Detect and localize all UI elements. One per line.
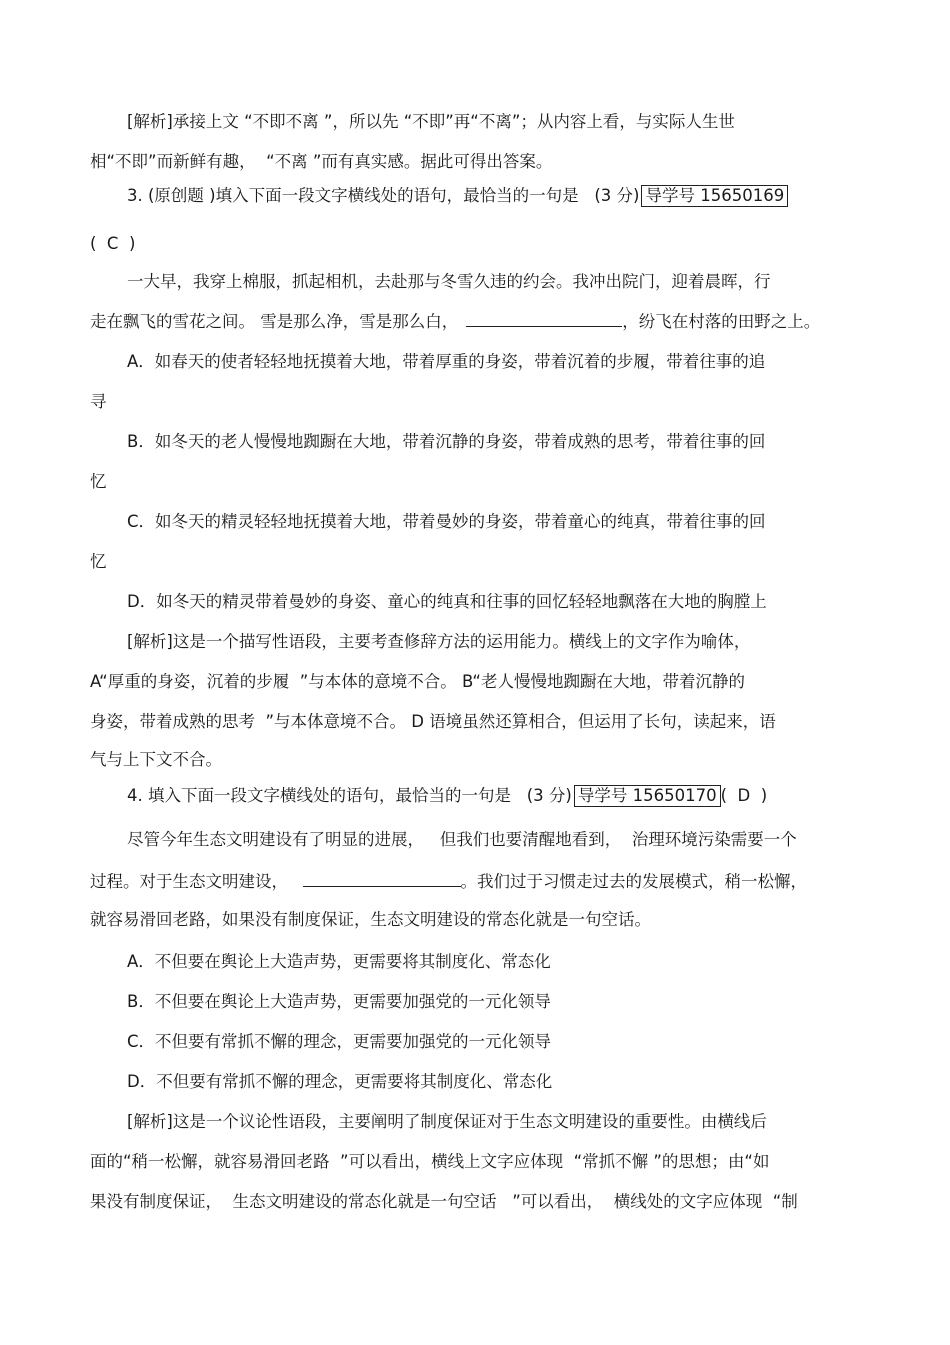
- question-4-guide-number: 导学号 15650170: [574, 785, 721, 807]
- option-3-a: A．如春天的使者轻轻地抚摸着大地，带着厚重的身姿，带着沉着的步履，带着往事的追: [127, 352, 766, 371]
- passage-text-before-blank: 过程。对于生态文明建设，: [90, 872, 299, 891]
- option-4-b: B．不但要在舆论上大造声势，更需要加强党的一元化领导: [127, 992, 551, 1011]
- question-4-passage-1: 尽管今年生态文明建设有了明显的进展， 但我们也要清醒地看到， 治理环境污染需要一个: [127, 830, 797, 849]
- passage-text-before-blank: 走在飘飞的雪花之间。 雪是那么净，雪是那么白，: [90, 312, 459, 331]
- question-3-heading: [127, 185, 788, 207]
- question-3-passage-2: [90, 311, 820, 333]
- option-4-c: C．不但要有常抓不懈的理念，更需要加强党的一元化领导: [127, 1032, 552, 1051]
- analysis-4-line-1: [解析]这是一个议论性语段，主要阐明了制度保证对于生态文明建设的重要性。由横线后: [127, 1112, 767, 1131]
- question-4-heading: [127, 785, 767, 807]
- passage-text-after-blank: ，纷飞在村落的田野之上。: [622, 312, 821, 331]
- analysis-2-line-1: [解析]承接上文 “不即不离 ”，所以先 “不即”再“不离”；从内容上看，与实际人生世: [127, 112, 735, 131]
- question-3-stem: 3. (原创题 )填入下面一段文字横线处的语句，最恰当的一句是 (3 分): [127, 186, 640, 205]
- option-3-d: D．如冬天的精灵带着曼妙的身姿、童心的纯真和往事的回忆轻轻地飘落在大地的胸膛上: [127, 592, 767, 611]
- question-4-answer: ( D ): [720, 786, 768, 805]
- question-3-guide-number: 导学号 15650169: [641, 185, 788, 207]
- option-3-c-wrap: 忆: [90, 552, 107, 571]
- passage-text-after-blank: 。我们过于习惯走过去的发展模式，稍一松懈，: [460, 872, 807, 891]
- analysis-3-line-2: A“厚重的身姿，沉着的步履 ”与本体的意境不合。 B“老人慢慢地踟蹰在大地，带着沉静的: [90, 672, 745, 691]
- option-3-b-wrap: 忆: [90, 472, 107, 491]
- analysis-4-line-2: 面的“稍一松懈，就容易滑回老路 ”可以看出，横线上文字应体现 “常抓不懈 ”的思想；由“如: [90, 1152, 770, 1171]
- option-3-b: B．如冬天的老人慢慢地踟蹰在大地，带着沉静的身姿，带着成熟的思考，带着往事的回: [127, 432, 766, 451]
- question-4-passage-3: 就容易滑回老路，如果没有制度保证，生态文明建设的常态化就是一句空话。: [90, 910, 651, 929]
- fill-blank: [466, 312, 622, 327]
- question-3-passage-1: 一大早，我穿上棉服，抓起相机，去赴那与冬雪久违的约会。我冲出院门，迎着晨晖，行: [127, 272, 771, 291]
- question-3-answer: ( C ): [90, 234, 136, 253]
- analysis-3-line-3: 身姿，带着成熟的思考 ”与本体意境不合。 D 语境虽然还算相合，但运用了长句，读起来，语: [90, 712, 776, 731]
- analysis-4-line-3: 果没有制度保证， 生态文明建设的常态化就是一句空话 ”可以看出， 横线处的文字应体现 “制: [90, 1192, 798, 1211]
- option-3-c: C．如冬天的精灵轻轻地抚摸着大地，带着曼妙的身姿，带着童心的纯真，带着往事的回: [127, 512, 766, 531]
- option-4-a: A．不但要在舆论上大造声势，更需要将其制度化、常态化: [127, 952, 551, 971]
- analysis-3-line-4: 气与上下文不合。: [90, 750, 222, 769]
- analysis-3-line-1: [解析]这是一个描写性语段，主要考查修辞方法的运用能力。横线上的文字作为喻体，: [127, 632, 751, 651]
- analysis-2-line-2: 相“不即”而新鲜有趣， “不离 ”而有真实感。据此可得出答案。: [90, 152, 553, 171]
- question-4-passage-2: [90, 871, 807, 893]
- fill-blank: [303, 872, 461, 887]
- option-3-a-wrap: 寻: [90, 392, 107, 411]
- option-4-d: D．不但要有常抓不懈的理念，更需要将其制度化、常态化: [127, 1072, 553, 1091]
- question-4-stem: 4. 填入下面一段文字横线处的语句，最恰当的一句是 (3 分): [127, 786, 572, 805]
